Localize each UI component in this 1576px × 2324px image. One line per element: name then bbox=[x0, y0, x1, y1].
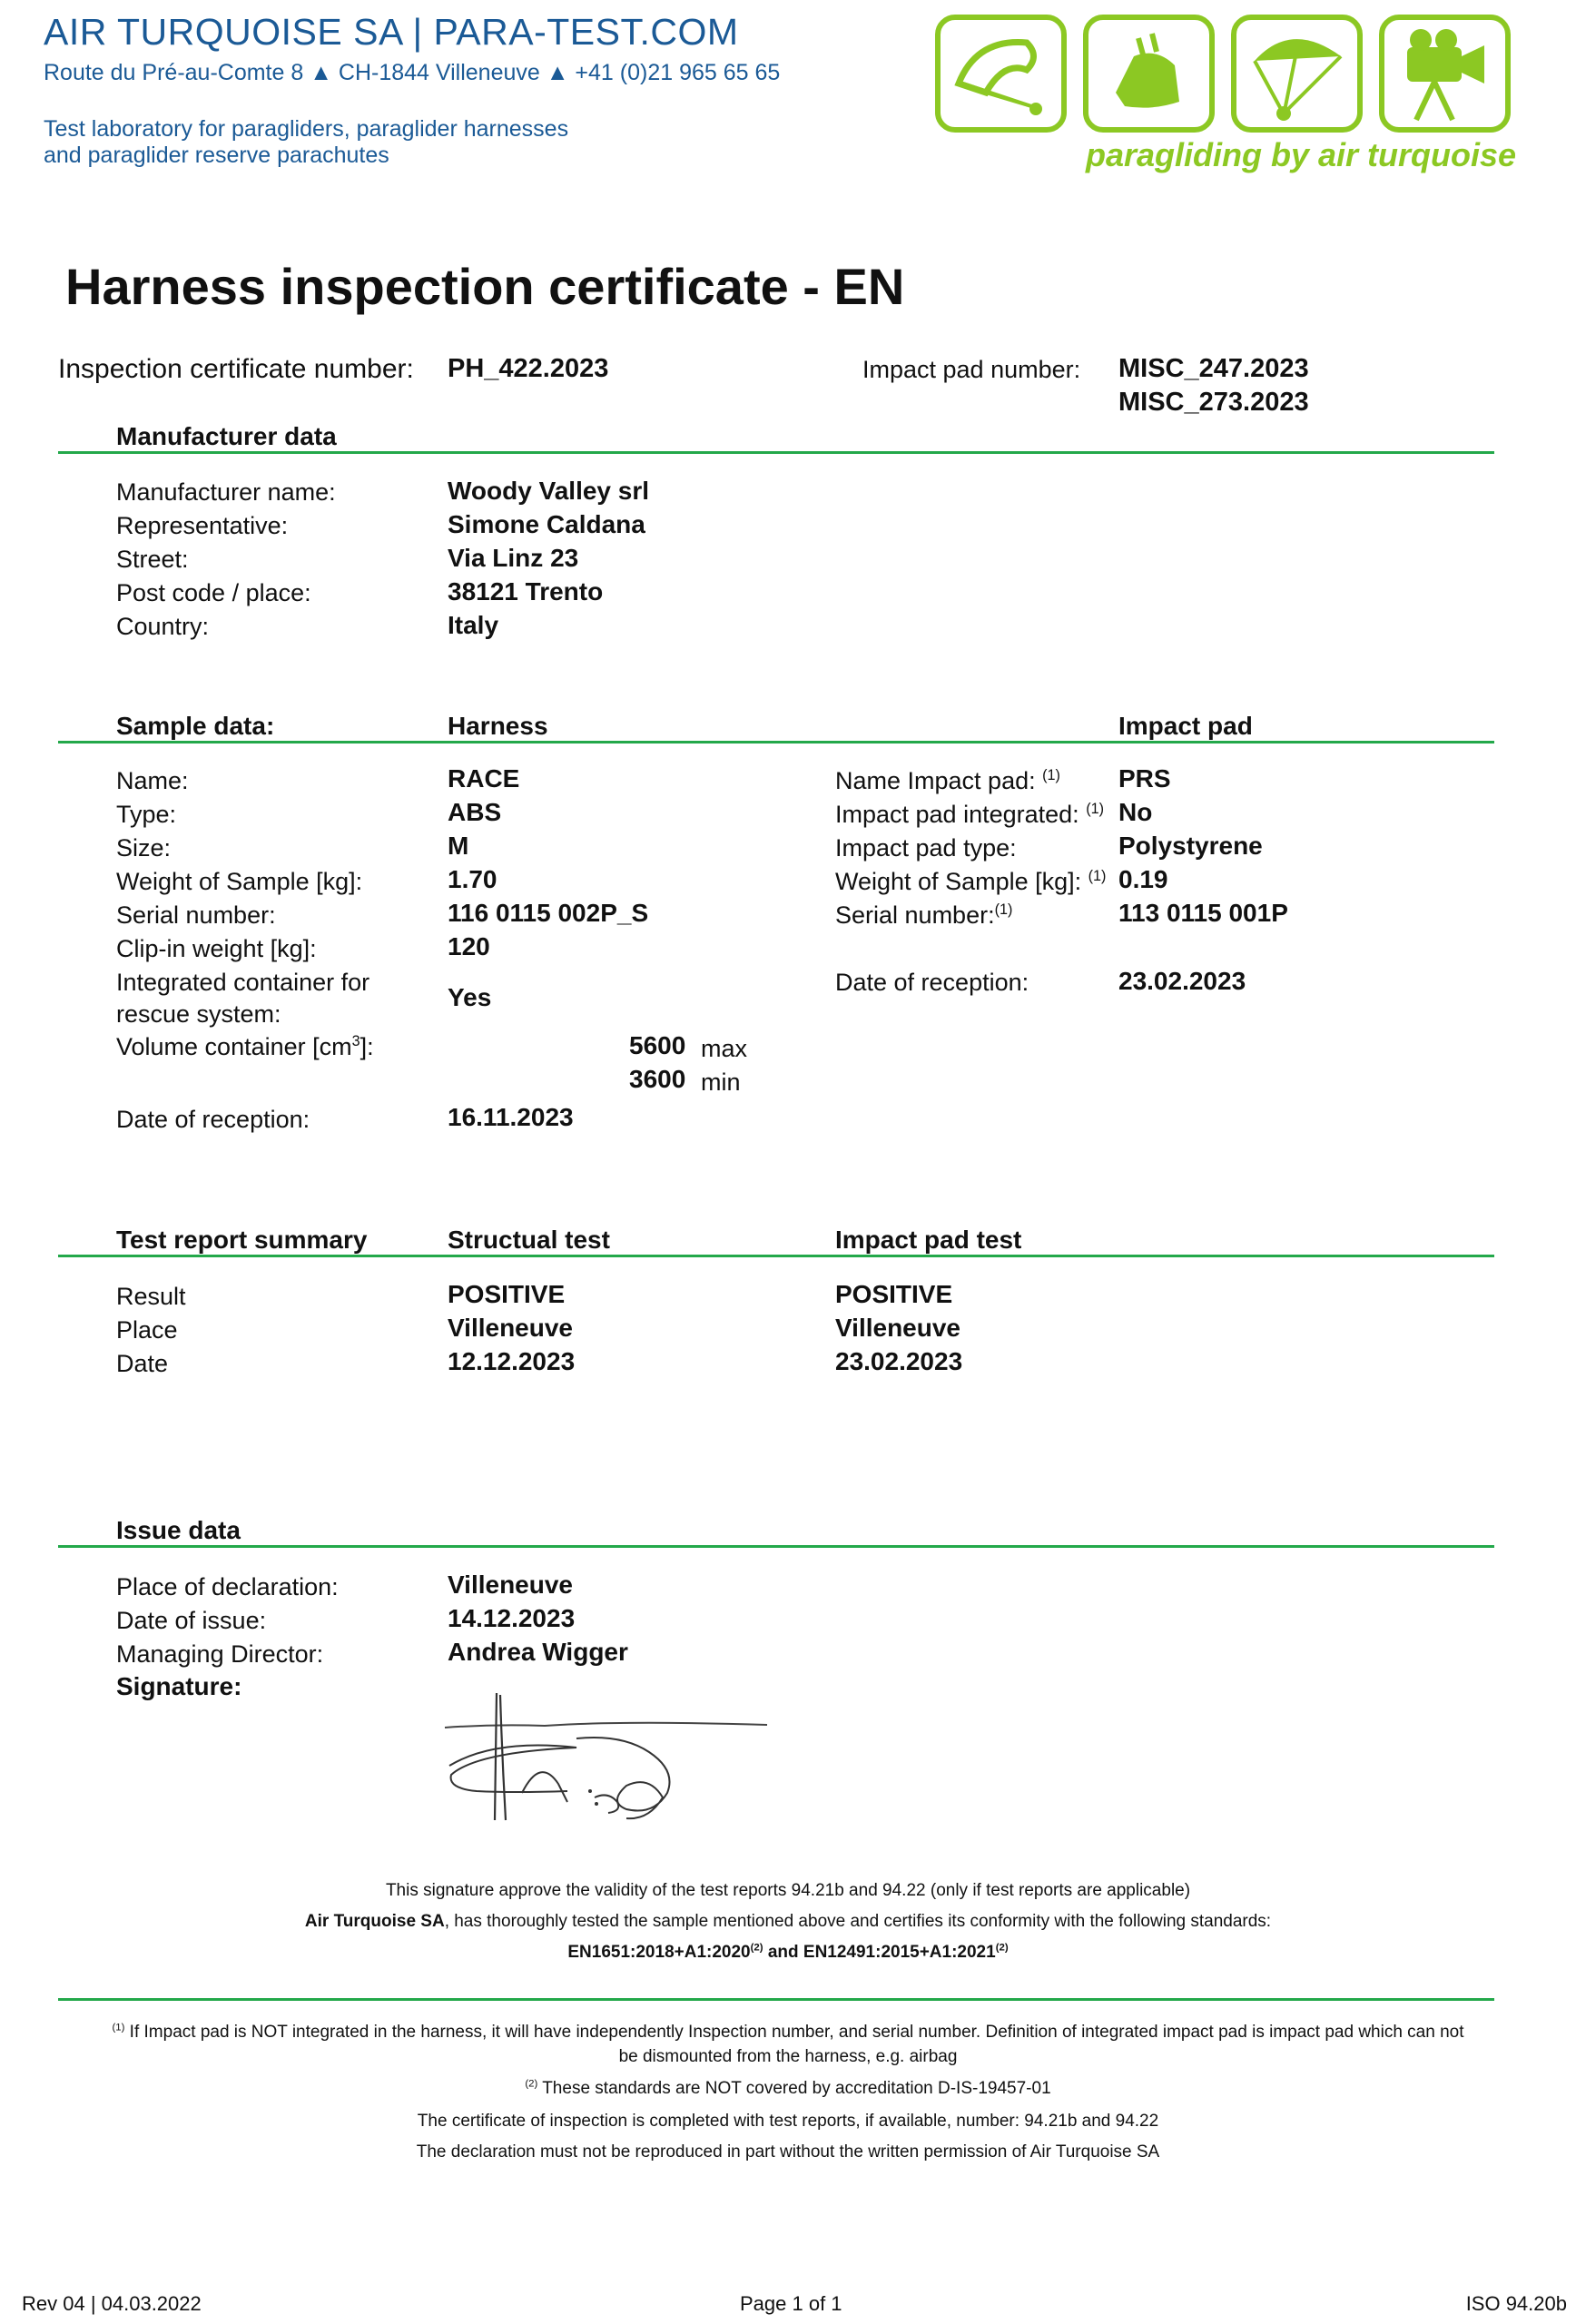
camera-logo-icon bbox=[1379, 15, 1511, 133]
conformity-statement: Air Turquoise SA, has thoroughly tested the sample mentioned above and certifies its conformity with the following standards: bbox=[304, 1912, 1272, 1931]
impact-pad-type-value: Polystyrene bbox=[1118, 832, 1263, 860]
harness-reception-value: 16.11.2023 bbox=[448, 1103, 574, 1131]
harness-serial-value: 116 0115 002P_S bbox=[448, 899, 649, 927]
volume-max-label: max bbox=[701, 1035, 748, 1062]
impact-pad-weight-label: Weight of Sample [kg]: $^{(1)}$ bbox=[835, 868, 1107, 895]
postcode-value: 38121 Trento bbox=[448, 577, 604, 606]
sample-heading: Sample data: bbox=[116, 712, 275, 740]
impact-pad-reception-value: 23.02.2023 bbox=[1118, 967, 1246, 995]
impact-pad-reception-label: Date of reception: bbox=[835, 969, 1029, 996]
impact-pad-test-heading: Impact pad test bbox=[835, 1226, 1022, 1254]
container-label-line-2: rescue system: bbox=[116, 1000, 281, 1028]
logo-tagline: paragliding by air turquoise bbox=[1085, 136, 1517, 173]
impact-pad-date-value: 23.02.2023 bbox=[835, 1347, 963, 1375]
description-line-2: and paraglider reserve parachutes bbox=[44, 143, 389, 168]
harness-type-label: Type: bbox=[116, 801, 177, 828]
description-line-1: Test laboratory for paragliders, paraglider harnesses bbox=[44, 116, 569, 142]
container-value: Yes bbox=[448, 983, 492, 1011]
section-divider bbox=[58, 451, 1494, 454]
place-label: Place bbox=[116, 1316, 178, 1344]
summary-heading: Test report summary bbox=[116, 1226, 368, 1254]
validity-statement: This signature approve the validity of the test reports 94.21b and 94.22 (only if test reports are applicable) bbox=[385, 1881, 1191, 1900]
structural-date-value: 12.12.2023 bbox=[448, 1347, 576, 1375]
volume-container-label: Volume container $[cm^3]$: bbox=[116, 1033, 374, 1060]
harness-size-label: Size: bbox=[116, 834, 172, 862]
issue-heading: Issue data bbox=[116, 1516, 241, 1544]
volume-min-label: min bbox=[701, 1068, 741, 1096]
manufacturer-name-label: Manufacturer name: bbox=[116, 478, 336, 506]
note-1-line-2: be dismounted from the harness, e.g. airbag bbox=[618, 2047, 958, 2066]
signature-image bbox=[440, 1684, 785, 1838]
representative-value: Simone Caldana bbox=[448, 510, 645, 538]
place-of-declaration-value: Villeneuve bbox=[448, 1571, 574, 1599]
date-of-issue-value: 14.12.2023 bbox=[448, 1604, 576, 1632]
note-2: $^{(2)}$ These standards are NOT covered by accreditation D-IS-19457-01 bbox=[525, 2078, 1051, 2098]
result-label: Result bbox=[116, 1283, 186, 1310]
section-divider bbox=[58, 1255, 1494, 1257]
managing-director-value: Andrea Wigger bbox=[448, 1638, 628, 1666]
impact-pad-integrated-label: Impact pad integrated: $^{(1)}$ bbox=[835, 801, 1104, 828]
section-divider bbox=[58, 1998, 1494, 2001]
place-of-declaration-label: Place of declaration: bbox=[116, 1573, 339, 1600]
section-divider bbox=[58, 741, 1494, 743]
footer-revision: Rev 04 | 04.03.2022 bbox=[22, 2292, 202, 2315]
street-value: Via Linz 23 bbox=[448, 544, 579, 572]
country-value: Italy bbox=[448, 611, 499, 639]
managing-director-label: Managing Director: bbox=[116, 1640, 324, 1668]
certificate-number: PH_422.2023 bbox=[448, 354, 609, 383]
company-name: AIR TURQUOISE SA | PARA-TEST.COM bbox=[44, 11, 739, 53]
harness-logo-icon bbox=[1083, 15, 1215, 133]
impact-pad-weight-value: 0.19 bbox=[1118, 865, 1168, 893]
impact-pad-place-value: Villeneuve bbox=[835, 1314, 961, 1342]
impact-pad-type-label: Impact pad type: bbox=[835, 834, 1017, 862]
clip-in-weight-label: Clip-in weight [kg]: bbox=[116, 935, 317, 962]
note-1-line-1: $^{(1)}$ If Impact pad is NOT integrated in the harness, it will have independently Inspection number, and serial number. Definition of integrated impact pad is impact pad which can not bbox=[112, 2022, 1464, 2042]
date-of-issue-label: Date of issue: bbox=[116, 1607, 267, 1634]
harness-name-label: Name: bbox=[116, 767, 189, 794]
manufacturer-name-value: Woody Valley srl bbox=[448, 477, 650, 505]
impact-pad-integrated-value: No bbox=[1118, 798, 1153, 826]
manufacturer-heading: Manufacturer data bbox=[116, 422, 337, 450]
structural-place-value: Villeneuve bbox=[448, 1314, 574, 1342]
standards-line: $EN1651:2018+A1:2020^{(2)}$ and $EN12491:2015+A1:2021^{(2)}$ bbox=[567, 1942, 1009, 1962]
harness-weight-value: 1.70 bbox=[448, 865, 497, 893]
country-label: Country: bbox=[116, 613, 210, 640]
clip-in-weight-value: 120 bbox=[448, 932, 490, 960]
volume-min-value: 3600 bbox=[629, 1065, 686, 1093]
reserve-parachute-logo-icon bbox=[1231, 15, 1363, 133]
impact-pad-result-value: POSITIVE bbox=[835, 1280, 953, 1308]
signature-label: Signature: bbox=[116, 1672, 242, 1700]
harness-size-value: M bbox=[448, 832, 469, 860]
harness-type-value: ABS bbox=[448, 798, 502, 826]
impact-pad-name-label: Name Impact pad: $^{(1)}$ bbox=[835, 767, 1060, 794]
footer-page-number: Page 1 of 1 bbox=[740, 2292, 842, 2315]
document-title: Harness inspection certificate - EN bbox=[65, 258, 905, 315]
harness-weight-label: Weight of Sample [kg]: bbox=[116, 868, 363, 895]
note-3: The certificate of inspection is completed with test reports, if available, number: 94.21b and 94.22 bbox=[417, 2112, 1159, 2131]
representative-label: Representative: bbox=[116, 512, 289, 539]
harness-heading: Harness bbox=[448, 712, 548, 740]
impact-pad-number-label: Impact pad number: bbox=[862, 356, 1081, 383]
container-label-line-1: Integrated container for bbox=[116, 969, 370, 996]
impact-pad-name-value: PRS bbox=[1118, 764, 1171, 793]
structural-result-value: POSITIVE bbox=[448, 1280, 566, 1308]
paraglider-logo-icon bbox=[935, 15, 1067, 133]
certificate-number-label: Inspection certificate number: bbox=[58, 354, 414, 384]
harness-reception-label: Date of reception: bbox=[116, 1106, 310, 1133]
impact-pad-number-1: MISC_247.2023 bbox=[1118, 354, 1309, 383]
impact-pad-serial-value: 113 0115 001P bbox=[1118, 899, 1288, 927]
note-4: The declaration must not be reproduced in part without the written permission of Air Turquoise SA bbox=[416, 2142, 1160, 2162]
company-address: Route du Pré-au-Comte 8 ▲ CH-1844 Villeneuve ▲ +41 (0)21 965 65 65 bbox=[44, 60, 781, 85]
volume-max-value: 5600 bbox=[629, 1031, 686, 1059]
date-label: Date bbox=[116, 1350, 169, 1377]
impact-pad-number-2: MISC_273.2023 bbox=[1118, 388, 1309, 417]
harness-serial-label: Serial number: bbox=[116, 901, 276, 929]
footer-iso: ISO 94.20b bbox=[1465, 2292, 1567, 2315]
street-label: Street: bbox=[116, 546, 189, 573]
impact-pad-serial-label: Serial number:$^{(1)}$ bbox=[835, 901, 1013, 929]
company-description bbox=[44, 116, 734, 169]
structural-test-heading: Structual test bbox=[448, 1226, 610, 1254]
harness-name-value: RACE bbox=[448, 764, 520, 793]
section-divider bbox=[58, 1545, 1494, 1548]
postcode-label: Post code / place: bbox=[116, 579, 311, 606]
impact-pad-heading: Impact pad bbox=[1118, 712, 1253, 740]
